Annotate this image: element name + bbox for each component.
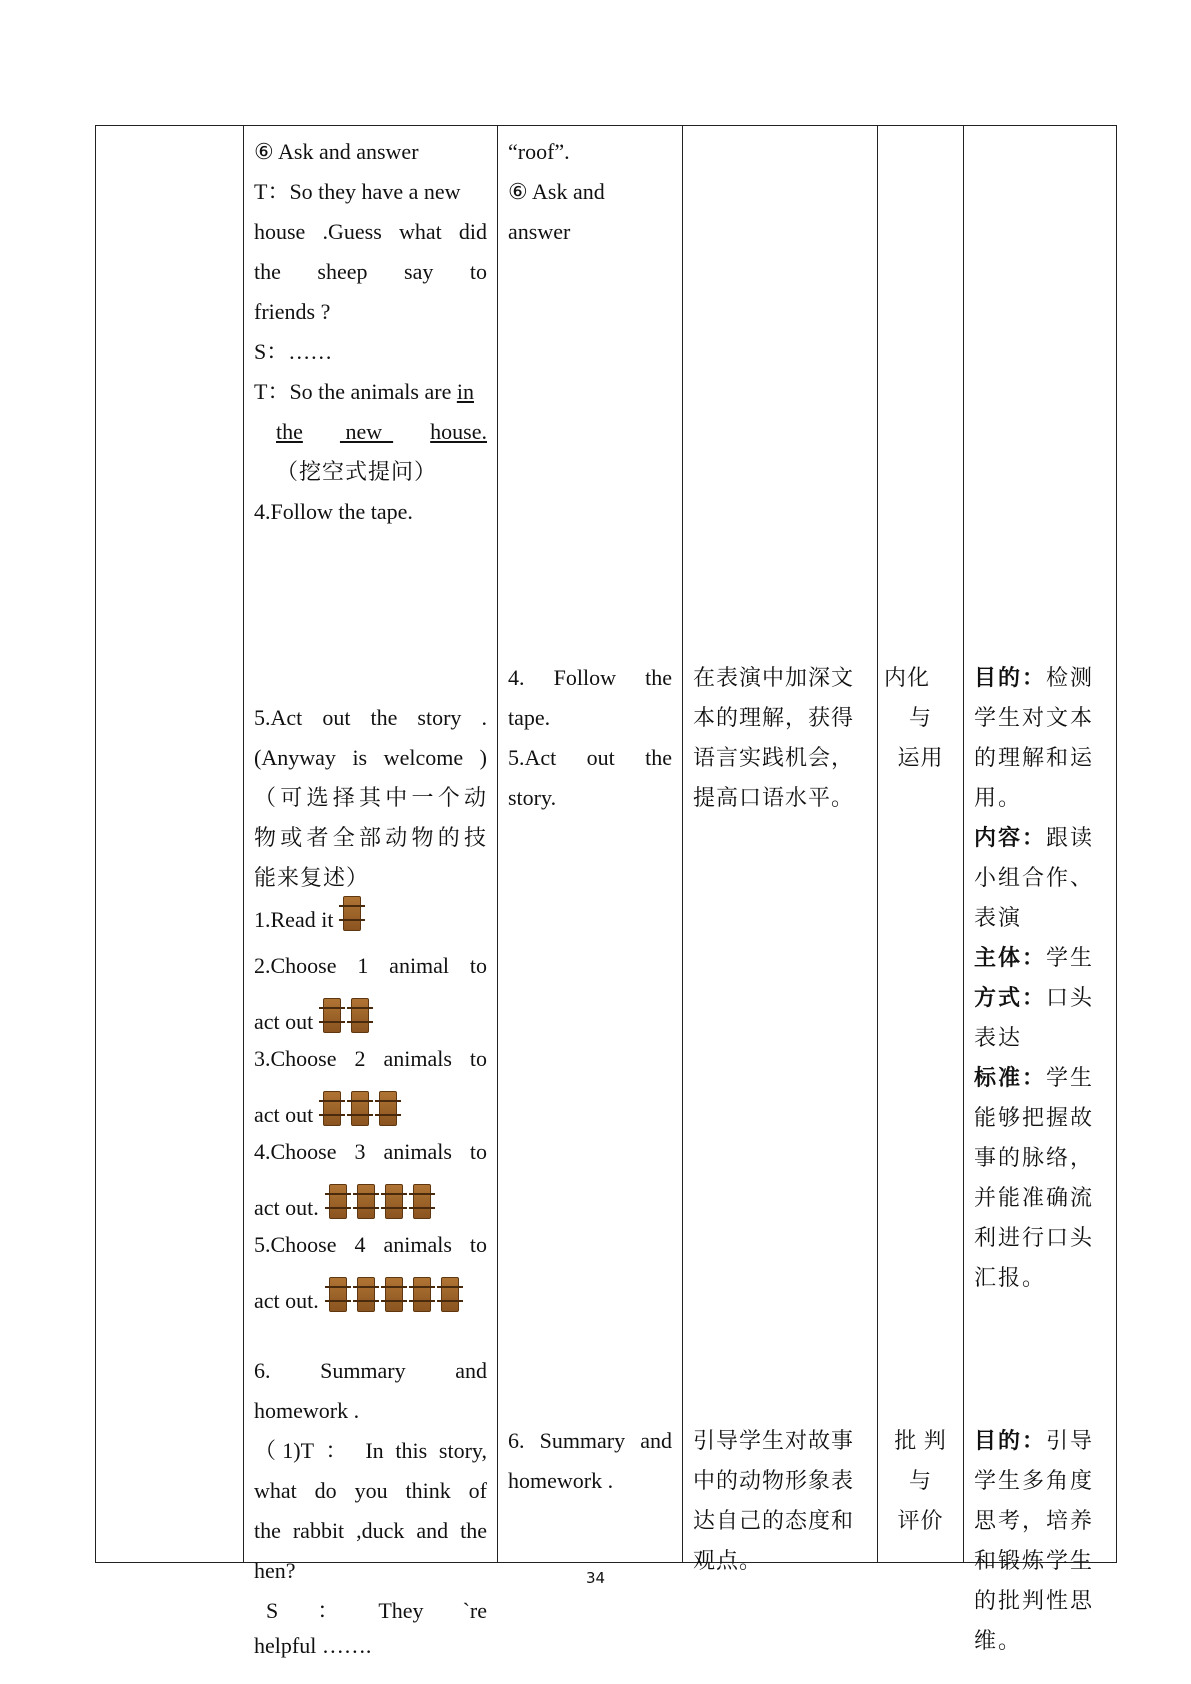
door-icon [351,1091,369,1126]
activity-line: (Anyway is welcome ) [254,745,487,770]
door-icon [329,1184,347,1219]
activity-line: the sheep say to [254,259,487,284]
ability-level-cell [878,126,964,1563]
door-icon [385,1277,403,1312]
activity-line: homework . [254,1398,360,1423]
door-icon [323,998,341,1033]
activity-line: helpful ……. [254,1633,372,1658]
table-row [96,126,1117,1563]
ability-level-act-out: 内化 与 运用 [884,665,944,770]
activity-line: the new house. [276,419,487,444]
activity-line: （挖空式提问） [276,459,438,484]
activity-section-summary [254,1351,487,1661]
door-icon [413,1277,431,1312]
door-icon [385,1184,403,1219]
activity-line: （1)T ： In this story, [254,1438,487,1463]
design-intent-act-out: 在表演中加深文 本的理解，获得 语言实践机会， 提高口语水平。 [693,665,855,810]
door-icon [441,1277,459,1312]
door-icon [357,1277,375,1312]
choose-one-animal: 2.Choose 1 animal to act out [254,953,487,1034]
door-icon [413,1184,431,1219]
activity-line: T：So they have a new [254,179,461,204]
student-section-summary: 6. Summary and homework . [508,1428,672,1493]
door-icon [379,1091,397,1126]
activity-line: house .Guess what did [254,219,487,244]
activity-line: 5.Act out the story . [254,705,487,730]
activity-line: what do you think of [254,1478,487,1503]
ability-level-summary: 批 判 与 评价 [894,1428,947,1533]
activity-line: ⑥ Ask and answer [254,139,419,164]
activity-line: 物或者全部动物的技 [254,825,487,850]
activity-section-ask-answer [254,132,487,532]
assessment-act-out: 目的：检测 学生对文本 的理解和运 用。 内容：跟读 小组合作、 表演 主体：学生 方式：口头 表达 标准：学生 能够把握故 事的脉络， 并能准确流 利进行口头 汇报。 [974,665,1095,1290]
design-intent-summary: 引导学生对故事 中的动物形象表 达自己的态度和 观点。 [693,1428,855,1573]
choose-three-animals: 4.Choose 3 animals to act out. [254,1139,487,1220]
teacher-activity-cell [244,126,498,1658]
assessment-cell [964,126,1117,1653]
activity-line: 6. Summary and [254,1358,487,1383]
activity-line: S：…… [254,339,333,364]
activity-section-act-out [254,698,487,898]
activity-line: T：So the animals are in [254,379,474,404]
assessment-summary: 目的：引导 学生多角度 思考，培养 和锻炼学生 的批判性思 维。 [974,1428,1095,1653]
design-intent-cell [683,126,878,1573]
activity-line: 4.Follow the tape. [254,499,413,524]
choose-four-animals: 5.Choose 4 animals to act out. [254,1232,487,1313]
activity-line: S ： They `re [266,1598,487,1623]
activity-line: friends ? [254,299,331,324]
stage-column-cell [96,126,244,1563]
activity-line: hen? [254,1558,296,1583]
choose-two-animals: 3.Choose 2 animals to act out [254,1046,487,1127]
activity-line: the rabbit ,duck and the [254,1518,487,1543]
student-section-act-out: 4. Follow the tape. 5.Act out the story. [508,665,672,810]
student-activity-cell [498,126,683,1563]
door-icon [357,1184,375,1219]
door-icon [351,998,369,1033]
activity-line: 能来复述） [254,865,370,890]
page-number: 34 [585,1569,606,1587]
door-icon [323,1091,341,1126]
read-it-line: 1.Read it [254,896,487,940]
door-icon [343,896,361,931]
door-icon [329,1277,347,1312]
activity-line: （可选择其中一个动 [254,785,487,810]
student-section-ask-answer: “roof”. ⑥ Ask and answer [508,139,605,244]
